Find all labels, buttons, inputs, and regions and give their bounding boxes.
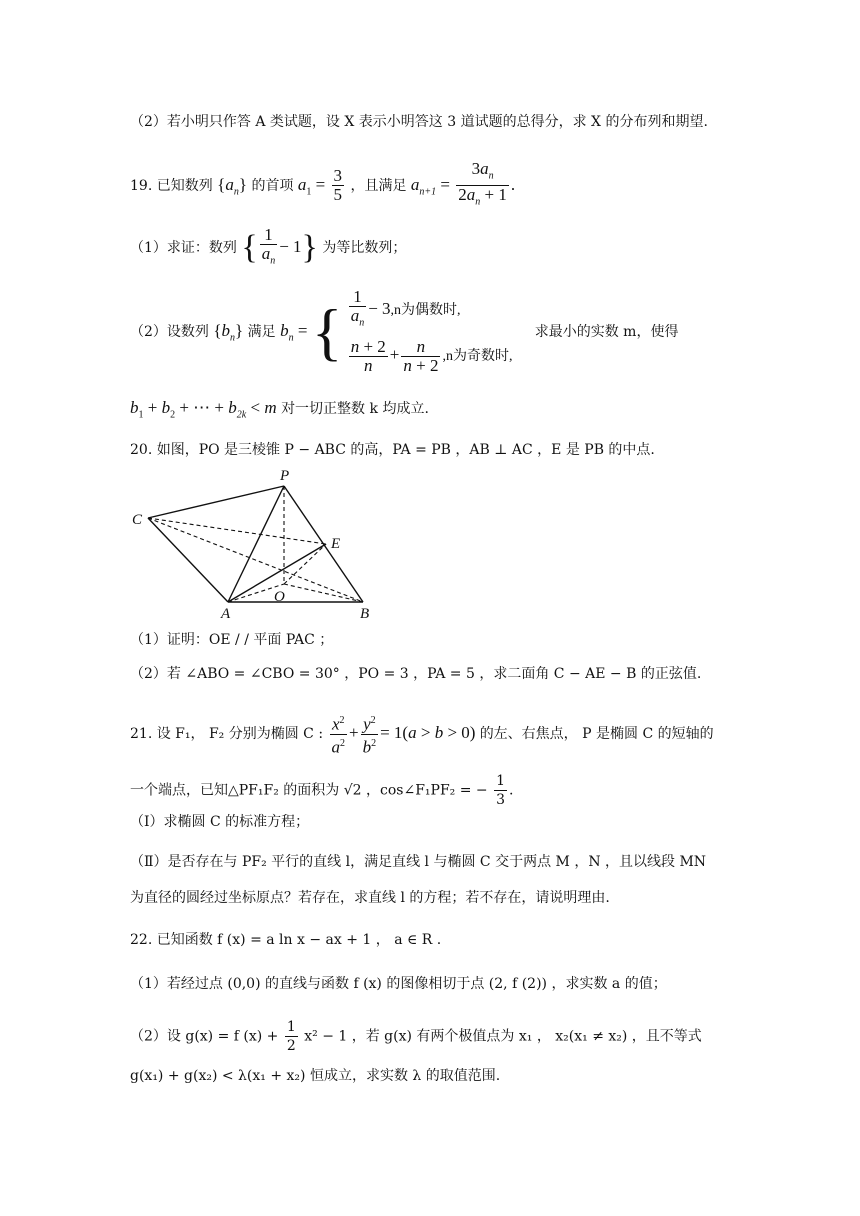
- q19-part2-cont: [130, 398, 429, 425]
- q19-part2-text: （2）设数列: [130, 323, 209, 340]
- q22-part2: [130, 1018, 702, 1055]
- q21-part2-text: （Ⅱ）是否存在与 PF₂ 平行的直线 l，满足直线 l 与椭圆 C 交于两点 M ，N ，且以线段 MN: [130, 854, 707, 870]
- case-odd-text: ,n为奇数时,: [442, 349, 513, 364]
- q21-stem-text-2: 的左、右焦点， P 是椭圆 C 的短轴的: [479, 726, 714, 743]
- label-C: C: [132, 512, 143, 528]
- q21-stem: [130, 712, 714, 756]
- label-B: B: [360, 606, 370, 622]
- q21-part1: [130, 812, 309, 832]
- q22-part2-text: （2）设 g(x) = f (x) +: [130, 1028, 279, 1045]
- q19-part1: [130, 226, 406, 270]
- q20-stem-text: 20. 如图，PO 是三棱锥 P − ABC 的高，PA = PB ，AB ⊥ AC ，E 是 PB 的中点.: [130, 442, 655, 458]
- dashed-OB: [284, 584, 363, 602]
- q19-stem: [130, 160, 515, 212]
- sequence-b-symbol: $\{b_n\}$: [213, 320, 244, 344]
- pyramid-figure: [128, 464, 388, 624]
- q19-part2: [130, 286, 678, 378]
- q21-line2-text: 一个端点，已知△PF₁F₂ 的面积为 √2 ，cos∠F₁PF₂ = −: [130, 782, 488, 799]
- q22-stem: [130, 930, 441, 950]
- recurrence-formula: $a_{n+1}$ = $\frac{3a_n}{2a_n + 1}$ .: [410, 159, 516, 208]
- first-term-formula: $a_1$ = $\frac{3}{5}$: [297, 166, 343, 205]
- q18-part2: [130, 112, 708, 132]
- partial-sum-inequality: $b_1 + b_2$ + ⋯ + $b_{2k} < m$: [130, 398, 277, 421]
- sequence-a-symbol: $\{a_n\}$: [217, 174, 248, 198]
- ellipse-equation: $\frac{x^2}{a^2}$ + $\frac{y^2}{b^2}$ = 1(a > b > 0): [328, 723, 480, 742]
- q22-part1: [130, 974, 667, 994]
- q21-part2: [130, 852, 706, 872]
- q19-stem-text: 19. 已知数列: [130, 177, 213, 194]
- q19-part1-text: （1）求证：数列: [130, 240, 237, 257]
- q22-stem-text: 22. 已知函数 f (x) = a ln x − ax + 1 ， a ∈ R .: [130, 932, 442, 948]
- q21-part1-text: （Ⅰ）求椭圆 C 的标准方程；: [130, 814, 310, 830]
- label-A: A: [221, 606, 231, 622]
- q20-stem: [130, 440, 655, 460]
- q20-part1: [130, 630, 333, 650]
- q22-part2-cont: [130, 1066, 500, 1086]
- q19-stem-text-2: 的首项: [251, 177, 294, 194]
- fraction-one-half: $\frac{1}{2}$: [286, 1019, 296, 1054]
- q19-part1-text-2: 为等比数列；: [322, 240, 407, 257]
- fraction-one-third: $\frac{1}{3}$: [496, 773, 506, 808]
- q21-line2: 一个端点，已知△PF₁F₂ 的面积为 √2 ，cos∠F₁PF₂ = − $\frac{1}{3}$ .: [130, 773, 514, 808]
- dashed-OE: [284, 544, 326, 584]
- q22-part1-text: （1）若经过点 (0,0) 的直线与函数 f (x) 的图像相切于点 (2, f (2)) ，求实数 a 的值；: [130, 976, 667, 992]
- q18-part2-text: （2）若小明只作答 A 类试题，设 X 表示小明答这 3 道试题的总得分，求 X 的分布列和期望.: [130, 114, 708, 130]
- label-O: O: [274, 589, 285, 605]
- dashed-CE: [148, 518, 326, 544]
- q21-stem-text: 21. 设 F₁， F₂ 分别为椭圆 C :: [130, 726, 324, 743]
- geometric-sequence-formula: { $\frac{1}{a_n}$ − 1}: [241, 225, 318, 267]
- edge-PA: [228, 486, 284, 602]
- q22-part2-text-3: g(x₁) + g(x₂) < λ(x₁ + x₂) 恒成立，求实数 λ 的取值范围.: [130, 1068, 501, 1084]
- q19-stem-text-3: ，且满足: [350, 177, 407, 194]
- q19-part2-text-2: 满足: [247, 323, 276, 340]
- q19-part2-text-3: 求最小的实数 m，使得: [534, 323, 679, 340]
- q19-part2-text-4: 对一切正整数 k 均成立.: [281, 401, 429, 417]
- dashed-CB: [148, 518, 363, 602]
- bn-piecewise: $b_n$ = { $\frac{1}{a_n}$ − 3,n为偶数时, $\frac{n + 2}{n}$ + $\frac{n}{n + 2}$ ,n为奇数时,: [280, 286, 513, 375]
- q20-part2: [130, 664, 701, 684]
- label-P: P: [280, 468, 290, 484]
- q20-part1-text: （1）证明：OE / / 平面 PAC ；: [130, 632, 334, 648]
- q21-part2-cont: [130, 888, 610, 908]
- q22-part2-text-2: x² − 1 ，若 g(x) 有两个极值点为 x₁ ， x₂(x₁ ≠ x₂) ，且不等式: [304, 1028, 702, 1045]
- case-even-text: ,n为偶数时,: [390, 303, 461, 318]
- q21-part2-text-2: 为直径的圆经过坐标原点？若存在，求直线 l 的方程；若不存在，请说明理由.: [130, 890, 610, 906]
- edge-CP: [148, 486, 284, 518]
- edge-CA: [148, 518, 228, 602]
- label-E: E: [331, 536, 341, 552]
- q20-part2-text: （2）若 ∠ABO = ∠CBO = 30° ，PO = 3 ，PA = 5 ，求二面角 C − AE − B 的正弦值.: [130, 666, 702, 682]
